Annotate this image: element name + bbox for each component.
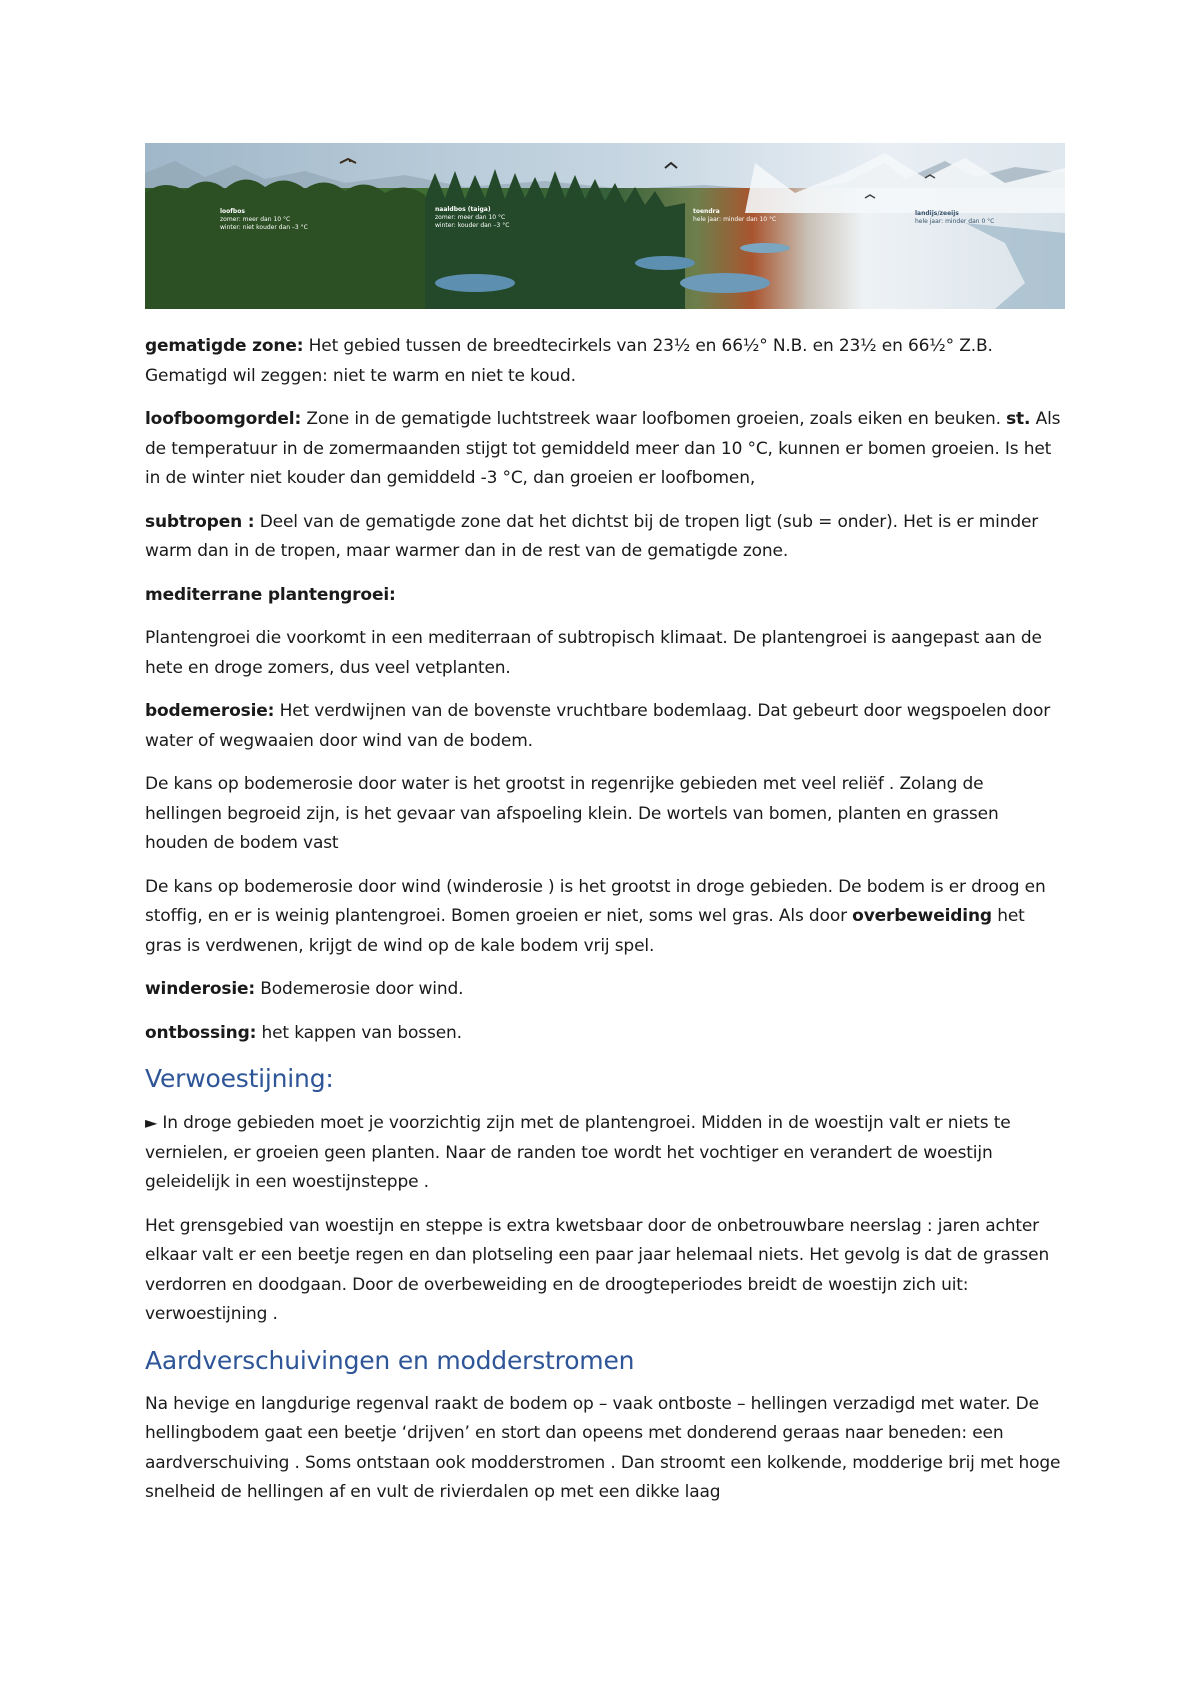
definition-text: Bodemerosie door wind. (255, 979, 464, 999)
term-loofboomgordel: loofboomgordel: (145, 409, 302, 429)
zone-label-toendra-title: toendra (693, 208, 720, 215)
zone-label-loofbos-line2: winter: niet kouder dan –3 °C (220, 224, 308, 231)
zone-label-naaldbos-line1: zomer: meer dan 10 °C (435, 214, 506, 221)
definition-text: Deel van de gematigde zone dat het dichtst bij de tropen ligt (sub = onder). Het is er minder warm dan in de tropen, maar warmer dan in de rest van de gematigde zone. (145, 511, 1039, 561)
definition-text: Het gebied tussen de breedtecirkels van 23½ en 66½° N.B. en 23½ en 66½° Z.B. Gematigd wil zeggen: niet te warm en niet te koud. (145, 336, 993, 386)
term-mediterrane-plantengroei: mediterrane plantengroei: (145, 584, 396, 605)
body-text: het gras is verdwenen, krijgt de wind op de kale bodem vrij spel. (145, 906, 1025, 956)
term-bodemerosie: bodemerosie: (145, 701, 275, 721)
paragraph-mediterrane-text: Plantengroei die voorkomt in een mediterraan of subtropisch klimaat. De plantengroei is aangepast aan de hete en droge zomers, dus veel vetplanten. (145, 628, 1042, 678)
zone-label-toendra-line1: hele jaar: minder dan 10 °C (693, 216, 777, 223)
term-overbeweiding: overbeweiding (852, 906, 992, 926)
heading-aardverschuivingen: Aardverschuivingen en modderstromen (145, 1345, 635, 1375)
zone-label-landijs-line1: hele jaar: minder dan 0 °C (915, 218, 995, 225)
term-ontbossing: ontbossing: (145, 1022, 257, 1043)
term-gematigde-zone: gematigde zone: (145, 336, 304, 356)
definition-text: Het verdwijnen van de bovenste vruchtbare bodemlaag. Dat gebeurt door wegspoelen door water of wegwaaien door wind van de bodem. (145, 701, 1051, 751)
paragraph-loofboomgordel (145, 405, 1065, 494)
definition-text: Als de temperatuur in de zomermaanden stijgt tot gemiddeld meer dan 10 °C, kunnen er bomen groeien. Is het in de winter niet kouder dan gemiddeld -3 °C, dan groeien er loofbomen, (145, 409, 1061, 488)
paragraph-mediterrane-term (145, 581, 1065, 611)
zone-label-loofbos-title: loofbos (220, 208, 245, 215)
zone-label-naaldbos-line2: winter: kouder dan –3 °C (435, 222, 510, 229)
paragraph-ontbossing (145, 1019, 1065, 1049)
triangle-bullet-icon: ► (145, 1113, 158, 1132)
document-body (145, 332, 1065, 1522)
term-subtropen: subtropen : (145, 511, 255, 532)
paragraph-winderosie (145, 975, 1065, 1005)
paragraph-verwoestijning-2: Het grensgebied van woestijn en steppe is extra kwetsbaar door de onbetrouwbare neerslag : jaren achter elkaar valt er een beetje regen en dan plotseling een paar jaar helemaal niets. Het gevolg is dat de grassen verdorren en doodgaan. Door de overbeweiding en de droogteperiodes breidt de woestijn zich uit: verwoestijning . (145, 1215, 1050, 1324)
vegetation-zones-image (145, 143, 1065, 309)
paragraph-erosie-water: De kans op bodemerosie door water is het grootst in regenrijke gebieden met veel reliëf . Zolang de hellingen begroeid zijn, is het gevaar van afspoeling klein. De wortels van bomen, planten en grassen houden de bodem vast (145, 774, 999, 853)
paragraph-gematigde-zone (145, 332, 1065, 391)
zone-label-loofbos-line1: zomer: meer dan 10 °C (220, 216, 291, 223)
paragraph-subtropen (145, 508, 1065, 567)
zone-label-landijs-title: landijs/zeeijs (915, 210, 959, 217)
zone-label-naaldbos-title: naaldbos (taiga) (435, 206, 491, 213)
paragraph-verwoestijning-1 (145, 1108, 1065, 1198)
body-text: De kans op bodemerosie door wind (winderosie ) is het grootst in droge gebieden. De bodem is er droog en stoffig, en er is weinig plantengroei. Bomen groeien er niet, soms wel gras. Als door (145, 876, 1046, 926)
paragraph-aardverschuivingen: Na hevige en langdurige regenval raakt de bodem op – vaak ontboste – hellingen verzadigd met water. De hellingbodem gaat een beetje ‘drijven’ en stort dan opeens met donderend geraas naar beneden: een aardverschuiving . Soms ontstaan ook modderstromen . Dan stroomt een kolkende, modderige brij met hoge snelheid de hellingen af en vult de rivierdalen op met een dikke laag (145, 1393, 1061, 1502)
definition-text: het kappen van bossen. (256, 1022, 462, 1043)
term-winderosie: winderosie: (145, 979, 256, 999)
body-text: In droge gebieden moet je voorzichtig zijn met de plantengroei. Midden in de woestijn valt er niets te vernielen, er groeien geen planten. Naar de randen toe wordt het vochtiger en verandert de woestijn geleidelijk in een woestijnsteppe . (145, 1113, 1011, 1192)
term-st: st. (1006, 409, 1031, 429)
definition-text: Zone in de gematigde luchtstreek waar loofbomen groeien, zoals eiken en beuken. (301, 409, 1007, 429)
paragraph-erosie-wind (145, 873, 1065, 962)
paragraph-bodemerosie (145, 697, 1065, 756)
heading-verwoestijning: Verwoestijning: (145, 1064, 334, 1093)
